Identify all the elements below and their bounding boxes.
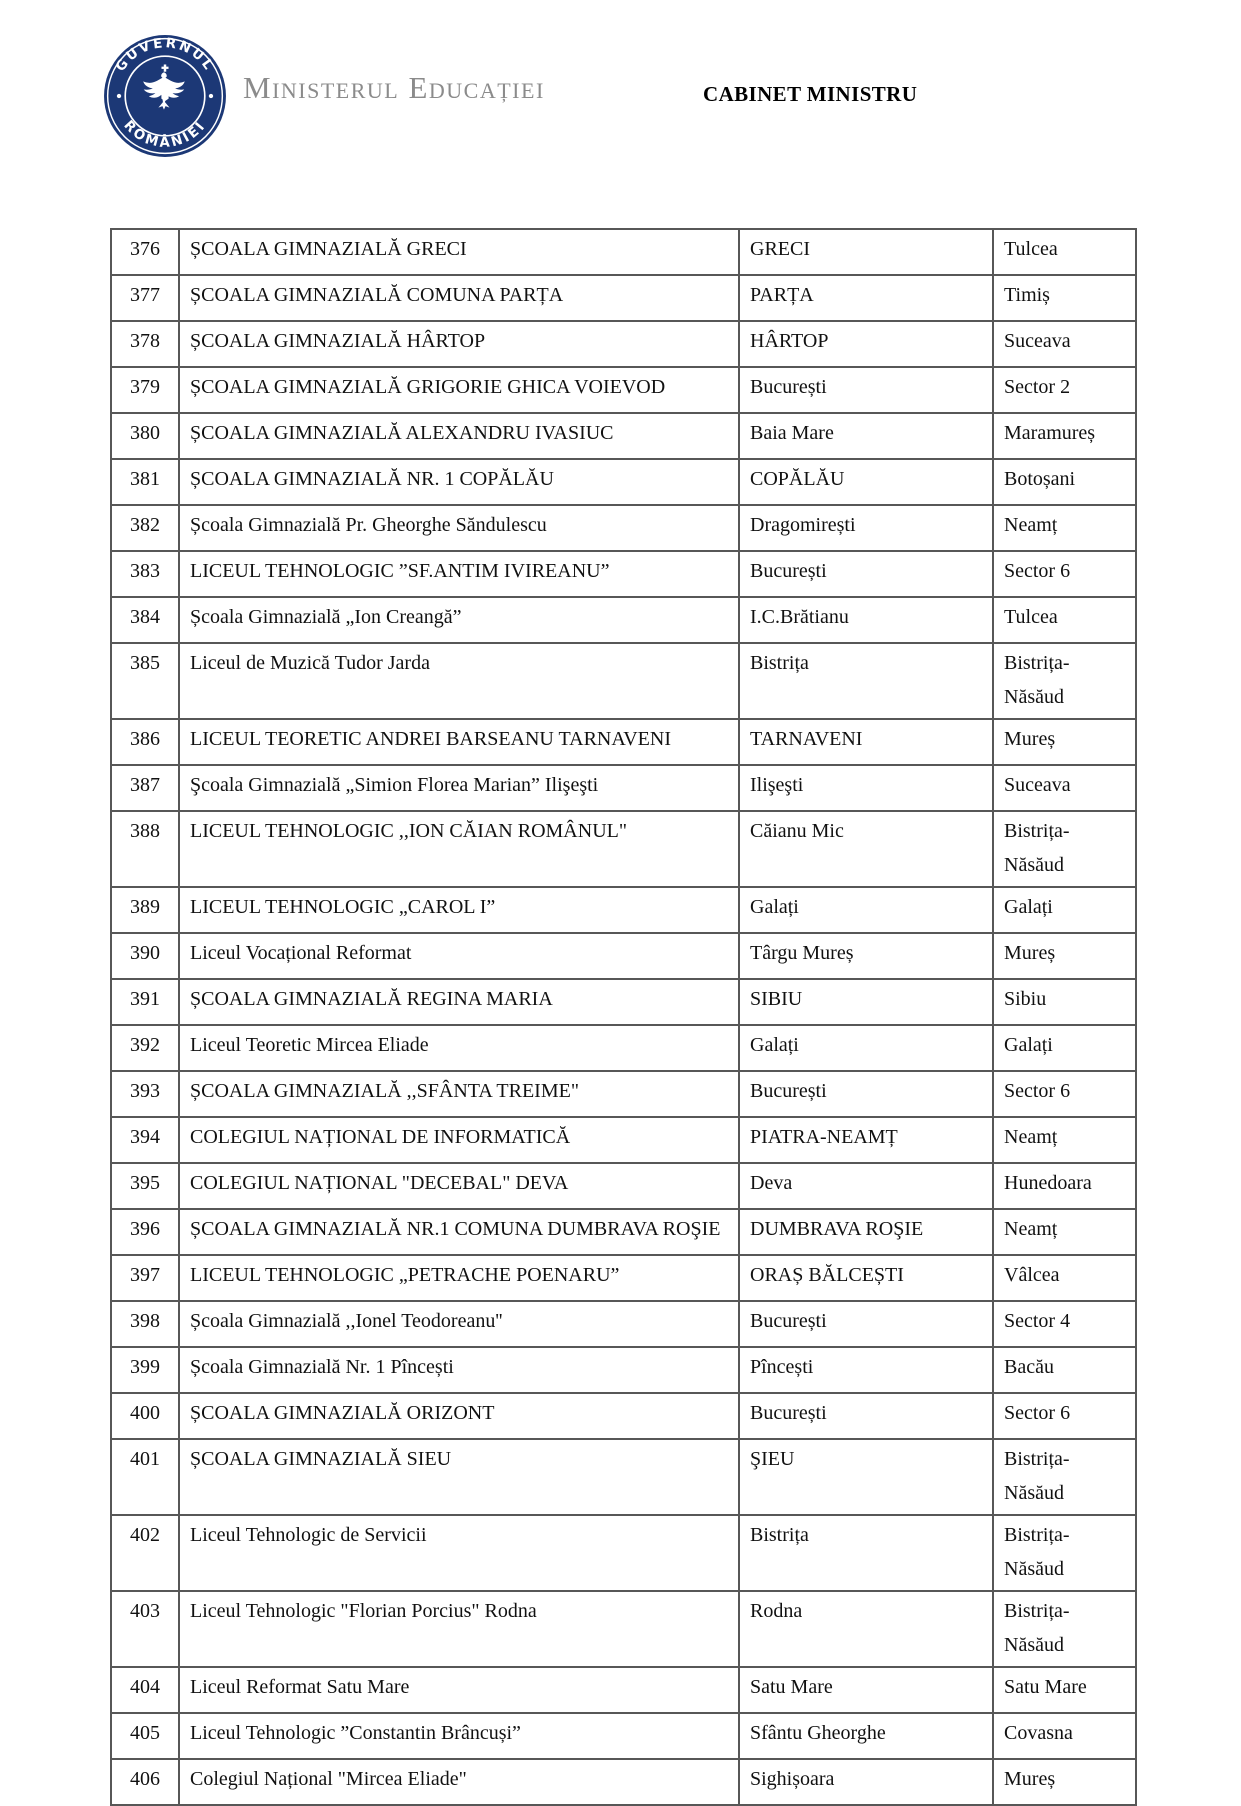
cell-school: ȘCOALA GIMNAZIALĂ ORIZONT <box>179 1393 739 1439</box>
cell-nr: 389 <box>111 887 179 933</box>
cell-locality: Galați <box>739 1025 993 1071</box>
cell-school: ȘCOALA GIMNAZIALĂ GRECI <box>179 229 739 275</box>
cell-county: Sector 2 <box>993 367 1136 413</box>
cell-nr: 397 <box>111 1255 179 1301</box>
table-row <box>111 1209 1136 1255</box>
cell-school: ȘCOALA GIMNAZIALĂ REGINA MARIA <box>179 979 739 1025</box>
cell-nr: 391 <box>111 979 179 1025</box>
cell-county: Botoșani <box>993 459 1136 505</box>
cell-locality: București <box>739 551 993 597</box>
cell-county: Mureș <box>993 1759 1136 1805</box>
cell-locality: Bistrița <box>739 1515 993 1591</box>
table-row <box>111 1071 1136 1117</box>
cell-school: ȘCOALA GIMNAZIALĂ COMUNA PARȚA <box>179 275 739 321</box>
table-row <box>111 413 1136 459</box>
cell-county: Sector 4 <box>993 1301 1136 1347</box>
cell-county: Neamț <box>993 1117 1136 1163</box>
cell-locality: TARNAVENI <box>739 719 993 765</box>
cell-county: Timiș <box>993 275 1136 321</box>
cell-nr: 383 <box>111 551 179 597</box>
cell-county: Sector 6 <box>993 551 1136 597</box>
cell-school: Liceul Tehnologic ”Constantin Brâncuși” <box>179 1713 739 1759</box>
cell-county: Suceava <box>993 321 1136 367</box>
table-row <box>111 1713 1136 1759</box>
cell-county: Maramureș <box>993 413 1136 459</box>
cell-school: ȘCOALA GIMNAZIALĂ SIEU <box>179 1439 739 1515</box>
cell-school: Școala Gimnazială „Ion Creangă” <box>179 597 739 643</box>
guvernul-romaniei-seal-logo <box>103 34 227 158</box>
cell-school: COLEGIUL NAȚIONAL DE INFORMATICĂ <box>179 1117 739 1163</box>
table-row <box>111 1591 1136 1667</box>
cell-nr: 376 <box>111 229 179 275</box>
cell-locality: Ilişeşti <box>739 765 993 811</box>
cell-school: Școala Gimnazială Nr. 1 Pîncești <box>179 1347 739 1393</box>
cell-school: Şcoala Gimnazială „Simion Florea Marian” Ilişeşti <box>179 765 739 811</box>
cell-locality: Bistrița <box>739 643 993 719</box>
cell-nr: 384 <box>111 597 179 643</box>
cell-county: Bistrița-Năsăud <box>993 643 1136 719</box>
cell-locality: Satu Mare <box>739 1667 993 1713</box>
cell-nr: 382 <box>111 505 179 551</box>
cell-school: Liceul Reformat Satu Mare <box>179 1667 739 1713</box>
cell-county: Mureș <box>993 719 1136 765</box>
cell-school: LICEUL TEHNOLOGIC „CAROL I” <box>179 887 739 933</box>
cell-locality: București <box>739 1393 993 1439</box>
cell-nr: 400 <box>111 1393 179 1439</box>
cell-nr: 379 <box>111 367 179 413</box>
cell-nr: 392 <box>111 1025 179 1071</box>
cell-locality: Sfântu Gheorghe <box>739 1713 993 1759</box>
table-row <box>111 933 1136 979</box>
cell-school: ȘCOALA GIMNAZIALĂ ,,SFÂNTA TREIME" <box>179 1071 739 1117</box>
cell-locality: Căianu Mic <box>739 811 993 887</box>
table-row <box>111 1163 1136 1209</box>
table-row <box>111 275 1136 321</box>
cell-school: Liceul Teoretic Mircea Eliade <box>179 1025 739 1071</box>
cell-county: Bistrița-Năsăud <box>993 1439 1136 1515</box>
cell-locality: Dragomirești <box>739 505 993 551</box>
cell-nr: 380 <box>111 413 179 459</box>
table-row <box>111 505 1136 551</box>
cell-nr: 385 <box>111 643 179 719</box>
cell-nr: 395 <box>111 1163 179 1209</box>
cell-county: Mureș <box>993 933 1136 979</box>
cell-county: Neamț <box>993 505 1136 551</box>
cell-county: Vâlcea <box>993 1255 1136 1301</box>
table-row <box>111 887 1136 933</box>
table-row <box>111 321 1136 367</box>
cell-nr: 399 <box>111 1347 179 1393</box>
table-row <box>111 1667 1136 1713</box>
cell-nr: 398 <box>111 1301 179 1347</box>
cell-locality: Deva <box>739 1163 993 1209</box>
cell-school: Liceul Tehnologic de Servicii <box>179 1515 739 1591</box>
cell-nr: 404 <box>111 1667 179 1713</box>
cell-locality: Galați <box>739 887 993 933</box>
cell-school: ȘCOALA GIMNAZIALĂ GRIGORIE GHICA VOIEVOD <box>179 367 739 413</box>
cell-locality: București <box>739 1301 993 1347</box>
table-row <box>111 719 1136 765</box>
cell-nr: 405 <box>111 1713 179 1759</box>
table-row <box>111 1759 1136 1805</box>
seal-icon <box>103 34 227 158</box>
cell-locality: PARȚA <box>739 275 993 321</box>
cell-locality: Târgu Mureș <box>739 933 993 979</box>
cell-county: Suceava <box>993 765 1136 811</box>
table-row <box>111 765 1136 811</box>
cell-locality: PIATRA-NEAMȚ <box>739 1117 993 1163</box>
cell-nr: 381 <box>111 459 179 505</box>
table-row <box>111 229 1136 275</box>
cell-locality: Sighișoara <box>739 1759 993 1805</box>
cell-county: Satu Mare <box>993 1667 1136 1713</box>
cell-county: Tulcea <box>993 229 1136 275</box>
table-row <box>111 811 1136 887</box>
cell-locality: Baia Mare <box>739 413 993 459</box>
schools-table-body <box>111 229 1136 1805</box>
cell-locality: GRECI <box>739 229 993 275</box>
schools-table <box>110 228 1137 1806</box>
cell-school: COLEGIUL NAȚIONAL "DECEBAL" DEVA <box>179 1163 739 1209</box>
cell-locality: HÂRTOP <box>739 321 993 367</box>
table-row <box>111 459 1136 505</box>
cell-school: LICEUL TEHNOLOGIC „PETRACHE POENARU” <box>179 1255 739 1301</box>
cell-locality: Pîncești <box>739 1347 993 1393</box>
cell-county: Sector 6 <box>993 1071 1136 1117</box>
cell-locality: SIBIU <box>739 979 993 1025</box>
cell-nr: 377 <box>111 275 179 321</box>
cell-county: Covasna <box>993 1713 1136 1759</box>
cell-county: Bistrița-Năsăud <box>993 1591 1136 1667</box>
table-row <box>111 1255 1136 1301</box>
ministry-wordmark: Ministerul Educației <box>243 70 545 105</box>
cell-county: Hunedoara <box>993 1163 1136 1209</box>
table-row <box>111 1117 1136 1163</box>
cell-county: Galați <box>993 1025 1136 1071</box>
cell-school: Liceul Vocațional Reformat <box>179 933 739 979</box>
cell-county: Tulcea <box>993 597 1136 643</box>
cell-locality: DUMBRAVA ROŞIE <box>739 1209 993 1255</box>
table-row <box>111 1439 1136 1515</box>
table-row <box>111 551 1136 597</box>
cell-nr: 386 <box>111 719 179 765</box>
cell-school: ȘCOALA GIMNAZIALĂ NR.1 COMUNA DUMBRAVA ROŞIE <box>179 1209 739 1255</box>
table-row <box>111 1347 1136 1393</box>
cell-locality: Rodna <box>739 1591 993 1667</box>
cell-school: ȘCOALA GIMNAZIALĂ ALEXANDRU IVASIUC <box>179 413 739 459</box>
cell-school: LICEUL TEHNOLOGIC ”SF.ANTIM IVIREANU” <box>179 551 739 597</box>
cell-locality: ORAȘ BĂLCEȘTI <box>739 1255 993 1301</box>
cabinet-title: CABINET MINISTRU <box>703 82 918 106</box>
table-row <box>111 1301 1136 1347</box>
cell-county: Bistrița-Năsăud <box>993 811 1136 887</box>
cell-school: Colegiul Național "Mircea Eliade" <box>179 1759 739 1805</box>
cell-school: LICEUL TEHNOLOGIC ,,ION CĂIAN ROMÂNUL" <box>179 811 739 887</box>
table-row <box>111 979 1136 1025</box>
cell-school: ȘCOALA GIMNAZIALĂ NR. 1 COPĂLĂU <box>179 459 739 505</box>
cell-school: LICEUL TEORETIC ANDREI BARSEANU TARNAVENI <box>179 719 739 765</box>
cell-county: Bistrița-Năsăud <box>993 1515 1136 1591</box>
cell-school: Școala Gimnazială ,,Ionel Teodoreanu'' <box>179 1301 739 1347</box>
table-row <box>111 1025 1136 1071</box>
cell-nr: 378 <box>111 321 179 367</box>
seal-arc-top-text: GUVERNUL <box>113 36 217 75</box>
cell-locality: ŞIEU <box>739 1439 993 1515</box>
table-row <box>111 597 1136 643</box>
table-row <box>111 643 1136 719</box>
cell-locality: COPĂLĂU <box>739 459 993 505</box>
table-row <box>111 1393 1136 1439</box>
cell-school: Școala Gimnazială Pr. Gheorghe Săndulescu <box>179 505 739 551</box>
cell-nr: 406 <box>111 1759 179 1805</box>
cell-county: Bacău <box>993 1347 1136 1393</box>
cell-nr: 394 <box>111 1117 179 1163</box>
seal-arc-bottom-text: ROMÂNIEI <box>120 118 210 151</box>
cell-nr: 396 <box>111 1209 179 1255</box>
cell-nr: 387 <box>111 765 179 811</box>
table-row <box>111 367 1136 413</box>
cell-locality: I.C.Brătianu <box>739 597 993 643</box>
cell-school: Liceul de Muzică Tudor Jarda <box>179 643 739 719</box>
cell-county: Sector 6 <box>993 1393 1136 1439</box>
cell-school: ȘCOALA GIMNAZIALĂ HÂRTOP <box>179 321 739 367</box>
cell-nr: 393 <box>111 1071 179 1117</box>
cell-county: Neamț <box>993 1209 1136 1255</box>
cell-county: Sibiu <box>993 979 1136 1025</box>
cell-county: Galați <box>993 887 1136 933</box>
cell-nr: 402 <box>111 1515 179 1591</box>
cell-nr: 401 <box>111 1439 179 1515</box>
cell-locality: București <box>739 367 993 413</box>
cell-nr: 390 <box>111 933 179 979</box>
cell-nr: 403 <box>111 1591 179 1667</box>
cell-school: Liceul Tehnologic "Florian Porcius" Rodna <box>179 1591 739 1667</box>
cell-nr: 388 <box>111 811 179 887</box>
cell-locality: București <box>739 1071 993 1117</box>
table-row <box>111 1515 1136 1591</box>
